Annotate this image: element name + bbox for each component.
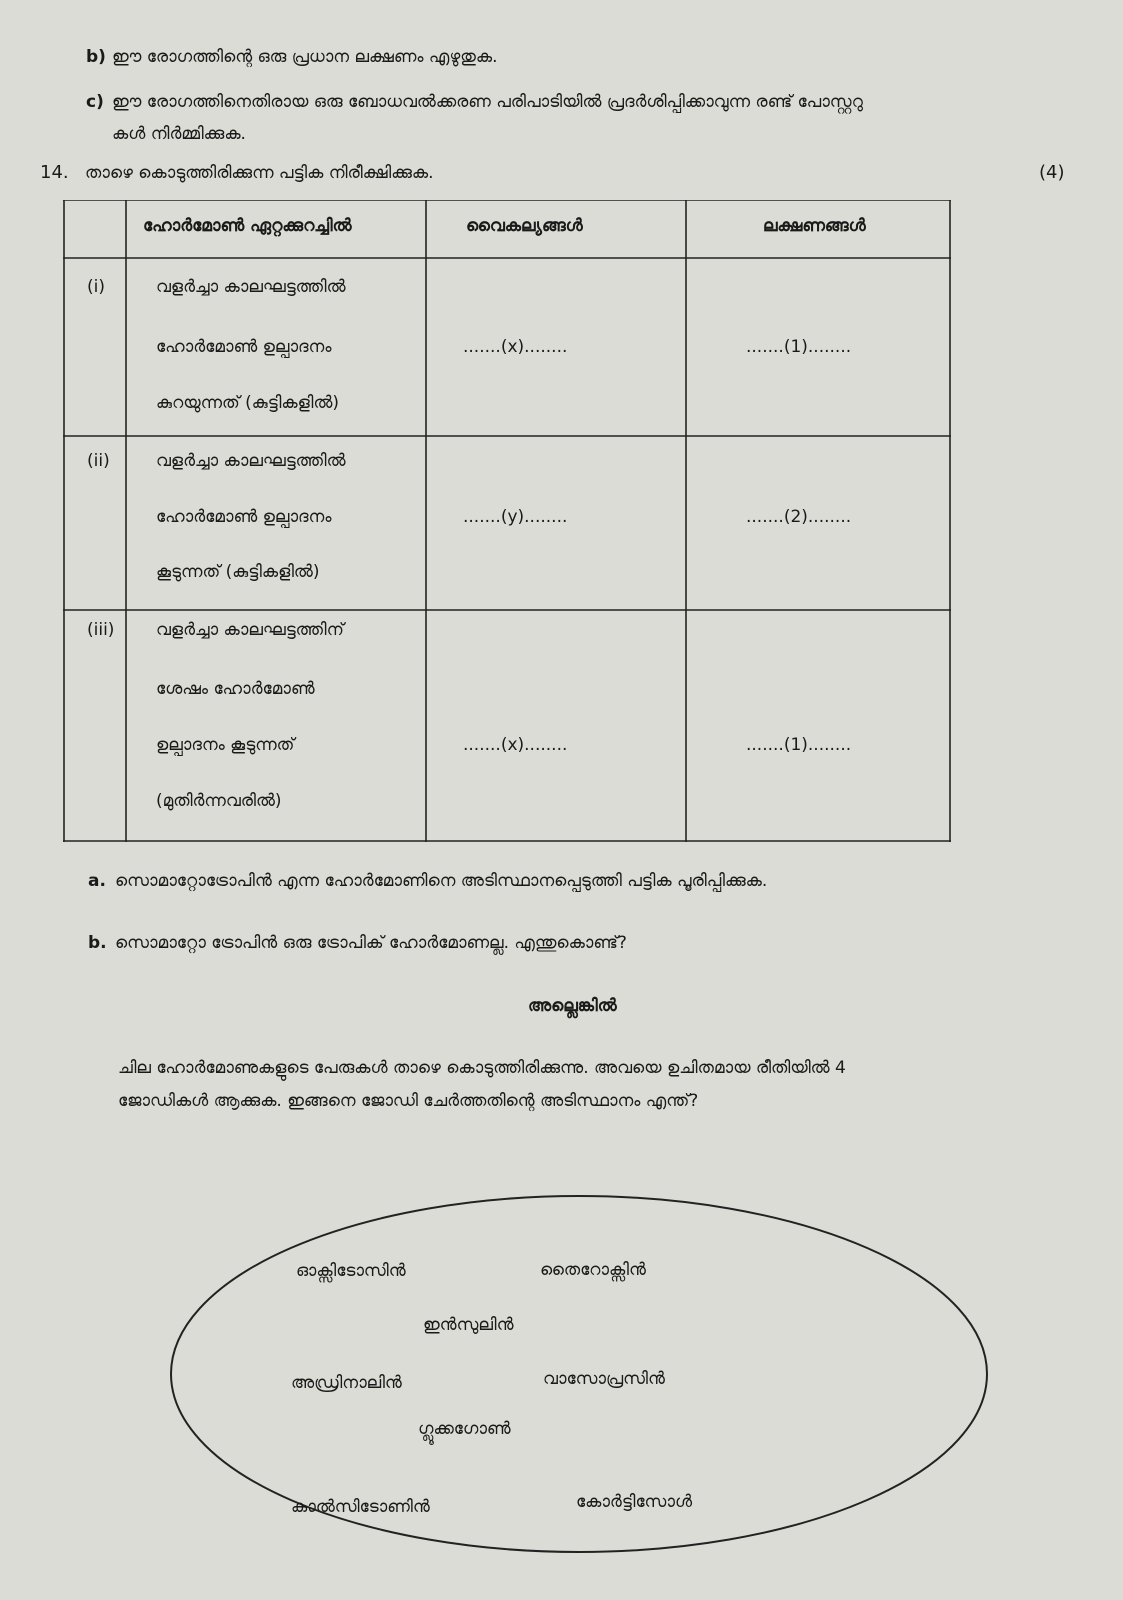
q13-c-text-line1: ഈ രോഗത്തിനെതിരായ ഒരു ബോധവൽക്കരണ പരിപാടിയിൽ പ്രദർശിപ്പിക്കാവുന്ന രണ്ട് പോസ്റ്ററു — [112, 92, 863, 112]
row-2-disorder: .......(y)........ — [463, 507, 568, 527]
q14-b-label: b. — [88, 933, 107, 953]
row-3-num: (iii) — [87, 620, 115, 640]
alt-question-line1: ചില ഹോർമോണുകളുടെ പേരുകൾ താഴെ കൊടുത്തിരിക്കുന്നു. അവയെ ഉചിതമായ രീതിയിൽ 4 — [118, 1058, 846, 1078]
or-heading: അല്ലെങ്കിൽ — [528, 996, 617, 1016]
header-hormone-variation: ഹോർമോൺ ഏറ്റക്കുറച്ചിൽ — [143, 216, 352, 236]
hormone-adrenaline: അഡ്രിനാലിൻ — [291, 1373, 402, 1393]
hormone-calcitonin: കാൽസിടോണിൻ — [291, 1497, 430, 1517]
row-3-line-2: ശേഷം ഹോർമോൺ — [156, 679, 315, 699]
q14-number: 14. — [40, 162, 69, 183]
row-1-num: (i) — [87, 277, 105, 297]
hormone-thyroxine: തൈറോക്സിൻ — [540, 1260, 646, 1280]
hormone-glucagon: ഗ്ലൂക്കഗോൺ — [418, 1419, 511, 1439]
row-2-line-2: ഹോർമോൺ ഉല്പാദനം — [156, 507, 332, 527]
row-2-symptom: .......(2)........ — [746, 507, 852, 527]
row-3-line-1: വളർച്ചാ കാലഘട്ടത്തിന് — [156, 620, 344, 640]
q14-b-text: സൊമാറ്റോ ട്രോപിൻ ഒരു ട്രോപിക് ഹോർമോണല്ല. എന്തുകൊണ്ട്? — [115, 933, 627, 953]
q13-c-text-line2: കൾ നിർമ്മിക്കുക. — [112, 124, 246, 144]
q14-prompt: താഴെ കൊടുത്തിരിക്കുന്ന പട്ടിക നിരീക്ഷിക്കുക. — [85, 163, 434, 183]
row-1-line-2: ഹോർമോൺ ഉല്പാദനം — [156, 337, 332, 357]
hormone-vasopressin: വാസോപ്രസിൻ — [543, 1369, 665, 1389]
row-3-line-4: (മുതിർന്നവരിൽ) — [156, 791, 282, 811]
hormone-oxytocin: ഓക്സിടോസിൻ — [296, 1261, 406, 1281]
hormone-insulin: ഇൻസുലിൻ — [423, 1315, 514, 1335]
row-3-disorder: .......(x)........ — [463, 735, 568, 755]
row-1-line-1: വളർച്ചാ കാലഘട്ടത്തിൽ — [156, 277, 346, 297]
q13-b-text: ഈ രോഗത്തിന്റെ ഒരു പ്രധാന ലക്ഷണം എഴുതുക. — [112, 47, 498, 67]
row-2-num: (ii) — [87, 451, 110, 471]
hormone-table — [63, 200, 951, 842]
row-1-disorder: .......(x)........ — [463, 337, 568, 357]
alt-question-line2: ജോഡികൾ ആക്കുക. ഇങ്ങനെ ജോഡി ചേർത്തതിന്റെ അടിസ്ഥാനം എന്ത്? — [118, 1091, 699, 1111]
row-1-line-3: കുറയുന്നത് (കുട്ടികളിൽ) — [156, 393, 340, 413]
row-1-symptom: .......(1)........ — [746, 337, 852, 357]
row-3-line-3: ഉല്പാദനം കൂടുന്നത് — [156, 735, 295, 755]
row-3-symptom: .......(1)........ — [746, 735, 852, 755]
q14-marks: (4) — [1039, 162, 1065, 183]
q14-a-label: a. — [88, 871, 106, 891]
hormone-cortisol: കോർട്ടിസോൾ — [576, 1492, 693, 1512]
q14-a-text: സൊമാറ്റോട്രോപിൻ എന്ന ഹോർമോണിനെ അടിസ്ഥാനപ്പെടുത്തി പട്ടിക പൂരിപ്പിക്കുക. — [115, 871, 768, 891]
header-symptoms: ലക്ഷണങ്ങൾ — [763, 216, 866, 236]
q13-b-label: b) — [86, 47, 106, 67]
row-2-line-1: വളർച്ചാ കാലഘട്ടത്തിൽ — [156, 451, 346, 471]
q13-c-label: c) — [86, 92, 104, 112]
header-disorders: വൈകല്യങ്ങൾ — [466, 216, 583, 236]
row-2-line-3: കൂടുന്നത് (കുട്ടികളിൽ) — [156, 562, 320, 582]
